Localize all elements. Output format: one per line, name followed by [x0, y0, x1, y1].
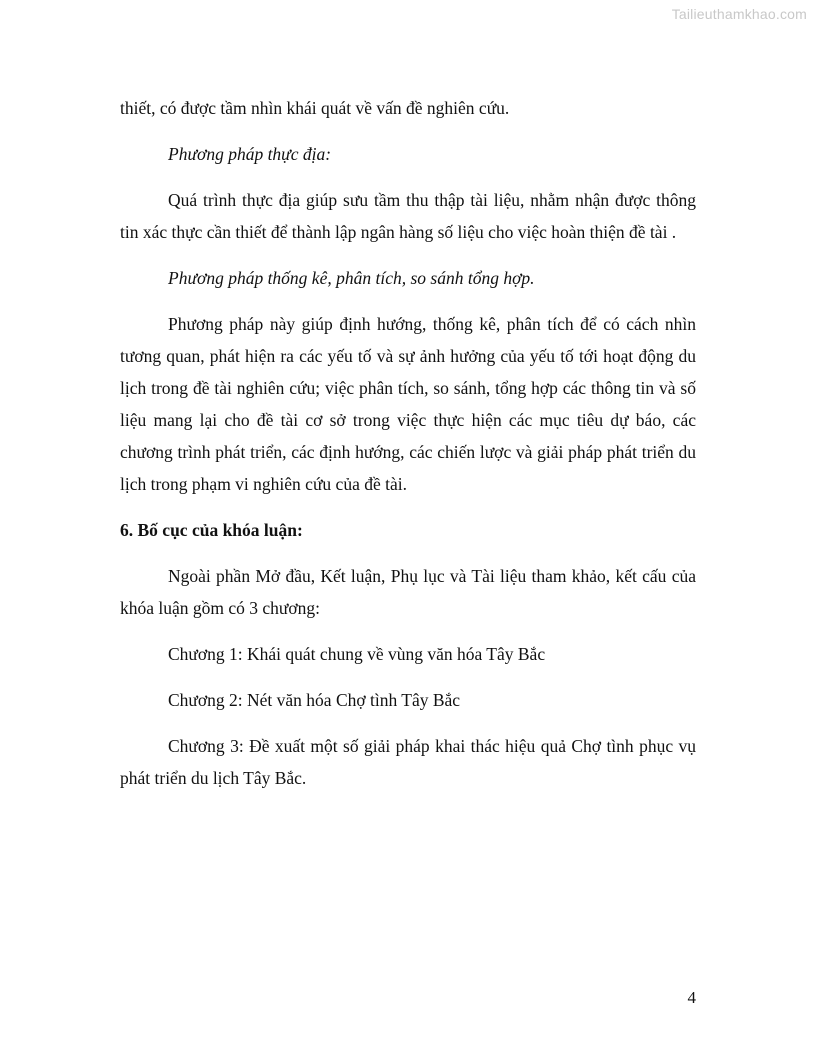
paragraph-structure-intro: Ngoài phần Mở đầu, Kết luận, Phụ lục và Tài liệu tham khảo, kết cấu của khóa luận gồm có 3 chương: [120, 566, 696, 618]
paragraph-field-method: Quá trình thực địa giúp sưu tầm thu thập tài liệu, nhằm nhận được thông tin xác thực cần thiết để thành lập ngân hàng số liệu cho việc hoàn thiện đề tài . [120, 190, 696, 242]
page-number: 4 [687, 988, 696, 1007]
method-heading-statistics: Phương pháp thống kê, phân tích, so sánh tổng hợp. [168, 268, 535, 288]
watermark: Tailieuthamkhao.com [671, 6, 807, 22]
paragraph-statistics-method: Phương pháp này giúp định hướng, thống kê, phân tích để có cách nhìn tương quan, phát hiện ra các yếu tố và sự ảnh hưởng của yếu tố tới hoạt động du lịch trong đề tài nghiên cứu; việc phân tích, so sánh, tổng hợp các thông tin và số liệu mang lại cho đề tài cơ sở trong việc thực hiện các mục tiêu dự báo, các chương trình phát triển, các định hướng, các chiến lược và giải pháp phát triển du lịch trong phạm vi nghiên cứu của đề tài. [120, 314, 696, 494]
document-body [120, 92, 696, 794]
chapter-3-item: Chương 3: Đề xuất một số giải pháp khai thác hiệu quả Chợ tình phục vụ phát triển du lịch Tây Bắc. [120, 736, 696, 788]
chapter-1-item: Chương 1: Khái quát chung về vùng văn hóa Tây Bắc [168, 644, 546, 664]
method-heading-field: Phương pháp thực địa: [168, 144, 332, 164]
paragraph-continuation: thiết, có được tầm nhìn khái quát về vấn đề nghiên cứu. [120, 98, 510, 118]
chapter-2-item: Chương 2: Nét văn hóa Chợ tình Tây Bắc [168, 690, 461, 710]
section-heading-structure: 6. Bố cục của khóa luận: [120, 520, 303, 540]
